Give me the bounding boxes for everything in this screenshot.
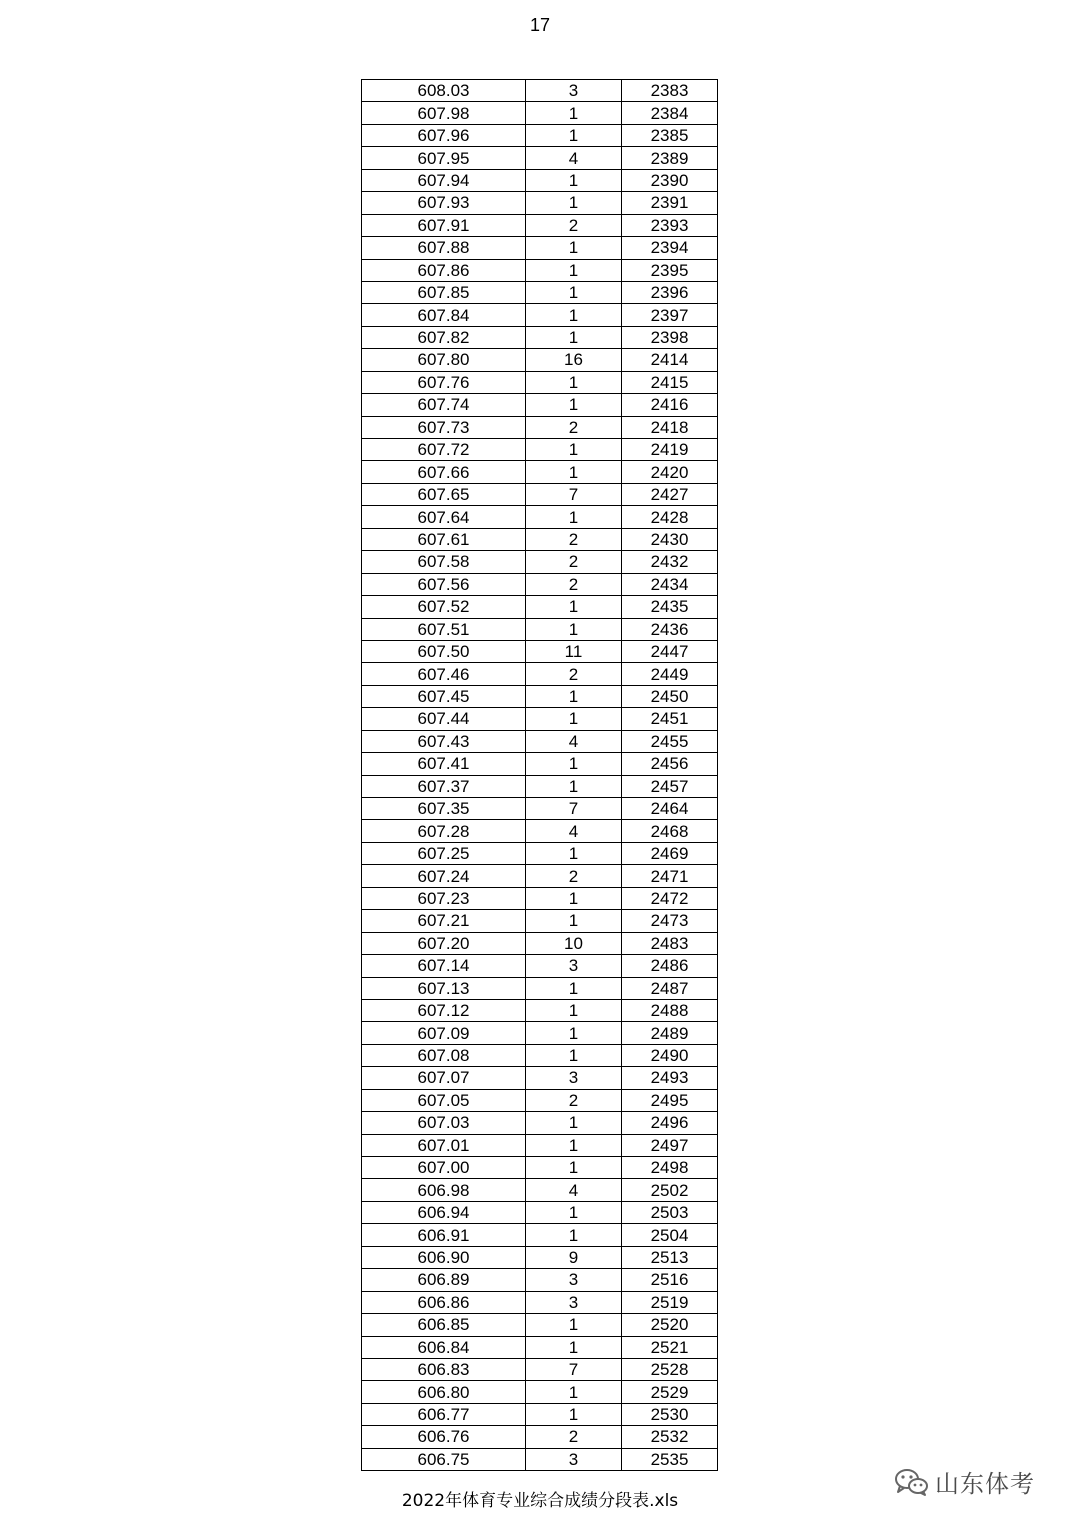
count-cell: 1 <box>526 618 622 640</box>
count-cell: 1 <box>526 1381 622 1403</box>
table-row <box>362 192 718 214</box>
table-row <box>362 1067 718 1089</box>
cumulative-cell: 2490 <box>622 1044 718 1066</box>
score-cell: 606.91 <box>362 1224 526 1246</box>
table-row <box>362 775 718 797</box>
cumulative-cell: 2530 <box>622 1403 718 1425</box>
count-cell: 2 <box>526 214 622 236</box>
table-row <box>362 1448 718 1470</box>
score-cell: 607.91 <box>362 214 526 236</box>
score-cell: 606.83 <box>362 1358 526 1380</box>
table-row <box>362 394 718 416</box>
cumulative-cell: 2395 <box>622 259 718 281</box>
cumulative-cell: 2416 <box>622 394 718 416</box>
count-cell: 1 <box>526 685 622 707</box>
score-cell: 607.46 <box>362 663 526 685</box>
cumulative-cell: 2436 <box>622 618 718 640</box>
count-cell: 1 <box>526 371 622 393</box>
table-row <box>362 506 718 528</box>
table-row <box>362 1426 718 1448</box>
count-cell: 2 <box>526 416 622 438</box>
score-cell: 607.76 <box>362 371 526 393</box>
score-cell: 608.03 <box>362 80 526 102</box>
cumulative-cell: 2468 <box>622 820 718 842</box>
table-row <box>362 820 718 842</box>
score-cell: 607.72 <box>362 439 526 461</box>
score-cell: 607.14 <box>362 955 526 977</box>
table-row <box>362 169 718 191</box>
score-cell: 607.24 <box>362 865 526 887</box>
cumulative-cell: 2489 <box>622 1022 718 1044</box>
table-row <box>362 865 718 887</box>
table-row <box>362 281 718 303</box>
count-cell: 1 <box>526 1112 622 1134</box>
table-row <box>362 1403 718 1425</box>
watermark-text: 山东体考 <box>935 1470 1035 1498</box>
cumulative-cell: 2428 <box>622 506 718 528</box>
cumulative-cell: 2528 <box>622 1358 718 1380</box>
table-row <box>362 798 718 820</box>
count-cell: 7 <box>526 483 622 505</box>
count-cell: 1 <box>526 439 622 461</box>
count-cell: 1 <box>526 1134 622 1156</box>
count-cell: 1 <box>526 708 622 730</box>
cumulative-cell: 2393 <box>622 214 718 236</box>
count-cell: 1 <box>526 461 622 483</box>
count-cell: 7 <box>526 798 622 820</box>
table-row <box>362 528 718 550</box>
table-row <box>362 842 718 864</box>
score-cell: 606.76 <box>362 1426 526 1448</box>
count-cell: 3 <box>526 1269 622 1291</box>
score-cell: 607.52 <box>362 596 526 618</box>
score-cell: 607.88 <box>362 237 526 259</box>
count-cell: 1 <box>526 842 622 864</box>
table-row <box>362 730 718 752</box>
score-cell: 606.77 <box>362 1403 526 1425</box>
table-row <box>362 102 718 124</box>
cumulative-cell: 2496 <box>622 1112 718 1134</box>
score-cell: 607.65 <box>362 483 526 505</box>
score-cell: 607.95 <box>362 147 526 169</box>
cumulative-cell: 2469 <box>622 842 718 864</box>
count-cell: 2 <box>526 1089 622 1111</box>
score-cell: 607.58 <box>362 551 526 573</box>
score-cell: 607.80 <box>362 349 526 371</box>
score-cell: 606.86 <box>362 1291 526 1313</box>
cumulative-cell: 2486 <box>622 955 718 977</box>
score-cell: 607.85 <box>362 281 526 303</box>
score-cell: 607.09 <box>362 1022 526 1044</box>
score-cell: 606.84 <box>362 1336 526 1358</box>
score-cell: 607.50 <box>362 640 526 662</box>
table-row <box>362 999 718 1021</box>
cumulative-cell: 2497 <box>622 1134 718 1156</box>
score-cell: 607.93 <box>362 192 526 214</box>
cumulative-cell: 2396 <box>622 281 718 303</box>
table-row <box>362 1291 718 1313</box>
count-cell: 4 <box>526 730 622 752</box>
score-cell: 607.66 <box>362 461 526 483</box>
count-cell: 1 <box>526 259 622 281</box>
count-cell: 1 <box>526 775 622 797</box>
cumulative-cell: 2391 <box>622 192 718 214</box>
count-cell: 4 <box>526 820 622 842</box>
table-row <box>362 1224 718 1246</box>
table-row <box>362 1246 718 1268</box>
table-row <box>362 461 718 483</box>
score-cell: 606.94 <box>362 1201 526 1223</box>
count-cell: 9 <box>526 1246 622 1268</box>
cumulative-cell: 2456 <box>622 753 718 775</box>
table-row <box>362 551 718 573</box>
table-body <box>362 80 718 1471</box>
table-row <box>362 147 718 169</box>
count-cell: 2 <box>526 865 622 887</box>
cumulative-cell: 2457 <box>622 775 718 797</box>
count-cell: 1 <box>526 1336 622 1358</box>
cumulative-cell: 2384 <box>622 102 718 124</box>
score-cell: 606.90 <box>362 1246 526 1268</box>
score-cell: 607.61 <box>362 528 526 550</box>
score-cell: 607.20 <box>362 932 526 954</box>
count-cell: 1 <box>526 326 622 348</box>
cumulative-cell: 2383 <box>622 80 718 102</box>
score-cell: 607.37 <box>362 775 526 797</box>
cumulative-cell: 2385 <box>622 124 718 146</box>
cumulative-cell: 2419 <box>622 439 718 461</box>
count-cell: 1 <box>526 506 622 528</box>
cumulative-cell: 2521 <box>622 1336 718 1358</box>
cumulative-cell: 2447 <box>622 640 718 662</box>
table-row <box>362 483 718 505</box>
count-cell: 2 <box>526 551 622 573</box>
table-row <box>362 439 718 461</box>
count-cell: 3 <box>526 1448 622 1470</box>
score-cell: 606.98 <box>362 1179 526 1201</box>
count-cell: 1 <box>526 124 622 146</box>
count-cell: 4 <box>526 1179 622 1201</box>
score-cell: 607.21 <box>362 910 526 932</box>
table-row <box>362 910 718 932</box>
count-cell: 1 <box>526 977 622 999</box>
score-cell: 607.64 <box>362 506 526 528</box>
table-row <box>362 1089 718 1111</box>
cumulative-cell: 2472 <box>622 887 718 909</box>
footer-filename: 2022年体育专业综合成绩分段表.xls <box>401 1491 679 1511</box>
count-cell: 3 <box>526 1291 622 1313</box>
cumulative-cell: 2498 <box>622 1157 718 1179</box>
table-row <box>362 596 718 618</box>
table-row <box>362 573 718 595</box>
table-row <box>362 1381 718 1403</box>
score-cell: 607.41 <box>362 753 526 775</box>
cumulative-cell: 2427 <box>622 483 718 505</box>
cumulative-cell: 2398 <box>622 326 718 348</box>
table-row <box>362 349 718 371</box>
score-cell: 606.85 <box>362 1314 526 1336</box>
count-cell: 1 <box>526 1044 622 1066</box>
score-cell: 607.44 <box>362 708 526 730</box>
cumulative-cell: 2415 <box>622 371 718 393</box>
cumulative-cell: 2394 <box>622 237 718 259</box>
count-cell: 3 <box>526 80 622 102</box>
count-cell: 11 <box>526 640 622 662</box>
score-cell: 607.43 <box>362 730 526 752</box>
cumulative-cell: 2455 <box>622 730 718 752</box>
score-cell: 607.74 <box>362 394 526 416</box>
cumulative-cell: 2502 <box>622 1179 718 1201</box>
cumulative-cell: 2483 <box>622 932 718 954</box>
count-cell: 1 <box>526 281 622 303</box>
score-cell: 607.84 <box>362 304 526 326</box>
table-row <box>362 1134 718 1156</box>
cumulative-cell: 2430 <box>622 528 718 550</box>
count-cell: 1 <box>526 1022 622 1044</box>
cumulative-cell: 2435 <box>622 596 718 618</box>
table-row <box>362 237 718 259</box>
count-cell: 16 <box>526 349 622 371</box>
score-cell: 606.75 <box>362 1448 526 1470</box>
score-distribution-table <box>361 79 718 1471</box>
count-cell: 2 <box>526 663 622 685</box>
cumulative-cell: 2513 <box>622 1246 718 1268</box>
table-row <box>362 932 718 954</box>
table-row <box>362 124 718 146</box>
table-row <box>362 371 718 393</box>
count-cell: 1 <box>526 1224 622 1246</box>
cumulative-cell: 2420 <box>622 461 718 483</box>
table-row <box>362 304 718 326</box>
count-cell: 10 <box>526 932 622 954</box>
score-cell: 607.28 <box>362 820 526 842</box>
score-cell: 607.56 <box>362 573 526 595</box>
count-cell: 1 <box>526 237 622 259</box>
count-cell: 1 <box>526 753 622 775</box>
table-row <box>362 80 718 102</box>
score-cell: 607.08 <box>362 1044 526 1066</box>
score-cell: 607.00 <box>362 1157 526 1179</box>
count-cell: 7 <box>526 1358 622 1380</box>
count-cell: 1 <box>526 192 622 214</box>
cumulative-cell: 2449 <box>622 663 718 685</box>
cumulative-cell: 2519 <box>622 1291 718 1313</box>
table-row <box>362 416 718 438</box>
cumulative-cell: 2532 <box>622 1426 718 1448</box>
count-cell: 3 <box>526 1067 622 1089</box>
table-row <box>362 685 718 707</box>
count-cell: 2 <box>526 1426 622 1448</box>
count-cell: 1 <box>526 887 622 909</box>
score-cell: 607.82 <box>362 326 526 348</box>
cumulative-cell: 2488 <box>622 999 718 1021</box>
cumulative-cell: 2471 <box>622 865 718 887</box>
count-cell: 3 <box>526 955 622 977</box>
table-row <box>362 663 718 685</box>
table-row <box>362 887 718 909</box>
score-cell: 607.23 <box>362 887 526 909</box>
count-cell: 1 <box>526 1403 622 1425</box>
page-number: 17 <box>529 15 551 35</box>
count-cell: 1 <box>526 304 622 326</box>
score-cell: 607.94 <box>362 169 526 191</box>
cumulative-cell: 2503 <box>622 1201 718 1223</box>
cumulative-cell: 2418 <box>622 416 718 438</box>
score-cell: 607.25 <box>362 842 526 864</box>
cumulative-cell: 2493 <box>622 1067 718 1089</box>
count-cell: 1 <box>526 999 622 1021</box>
score-cell: 607.12 <box>362 999 526 1021</box>
cumulative-cell: 2397 <box>622 304 718 326</box>
table-row <box>362 1044 718 1066</box>
table-row <box>362 1314 718 1336</box>
count-cell: 1 <box>526 1157 622 1179</box>
score-cell: 606.89 <box>362 1269 526 1291</box>
score-cell: 607.86 <box>362 259 526 281</box>
table-row <box>362 1358 718 1380</box>
cumulative-cell: 2529 <box>622 1381 718 1403</box>
cumulative-cell: 2464 <box>622 798 718 820</box>
count-cell: 1 <box>526 1201 622 1223</box>
table-row <box>362 1336 718 1358</box>
table-row <box>362 326 718 348</box>
table-row <box>362 1112 718 1134</box>
score-cell: 607.03 <box>362 1112 526 1134</box>
cumulative-cell: 2414 <box>622 349 718 371</box>
cumulative-cell: 2389 <box>622 147 718 169</box>
score-cell: 607.96 <box>362 124 526 146</box>
cumulative-cell: 2434 <box>622 573 718 595</box>
score-cell: 607.45 <box>362 685 526 707</box>
count-cell: 2 <box>526 573 622 595</box>
score-cell: 607.51 <box>362 618 526 640</box>
table-row <box>362 1022 718 1044</box>
table-row <box>362 259 718 281</box>
score-cell: 606.80 <box>362 1381 526 1403</box>
count-cell: 1 <box>526 169 622 191</box>
score-cell: 607.13 <box>362 977 526 999</box>
cumulative-cell: 2432 <box>622 551 718 573</box>
cumulative-cell: 2520 <box>622 1314 718 1336</box>
cumulative-cell: 2450 <box>622 685 718 707</box>
table-row <box>362 618 718 640</box>
table-row <box>362 1201 718 1223</box>
score-cell: 607.07 <box>362 1067 526 1089</box>
cumulative-cell: 2487 <box>622 977 718 999</box>
score-cell: 607.98 <box>362 102 526 124</box>
count-cell: 2 <box>526 528 622 550</box>
count-cell: 1 <box>526 1314 622 1336</box>
score-cell: 607.35 <box>362 798 526 820</box>
count-cell: 1 <box>526 596 622 618</box>
cumulative-cell: 2473 <box>622 910 718 932</box>
count-cell: 4 <box>526 147 622 169</box>
count-cell: 1 <box>526 102 622 124</box>
table-row <box>362 640 718 662</box>
cumulative-cell: 2535 <box>622 1448 718 1470</box>
cumulative-cell: 2516 <box>622 1269 718 1291</box>
table-row <box>362 977 718 999</box>
score-cell: 607.05 <box>362 1089 526 1111</box>
table-row <box>362 1179 718 1201</box>
table-row <box>362 955 718 977</box>
count-cell: 1 <box>526 394 622 416</box>
table-row <box>362 753 718 775</box>
table-row <box>362 1157 718 1179</box>
table-row <box>362 214 718 236</box>
table-row <box>362 1269 718 1291</box>
cumulative-cell: 2495 <box>622 1089 718 1111</box>
score-cell: 607.73 <box>362 416 526 438</box>
score-cell: 607.01 <box>362 1134 526 1156</box>
cumulative-cell: 2451 <box>622 708 718 730</box>
count-cell: 1 <box>526 910 622 932</box>
table-row <box>362 708 718 730</box>
cumulative-cell: 2504 <box>622 1224 718 1246</box>
cumulative-cell: 2390 <box>622 169 718 191</box>
